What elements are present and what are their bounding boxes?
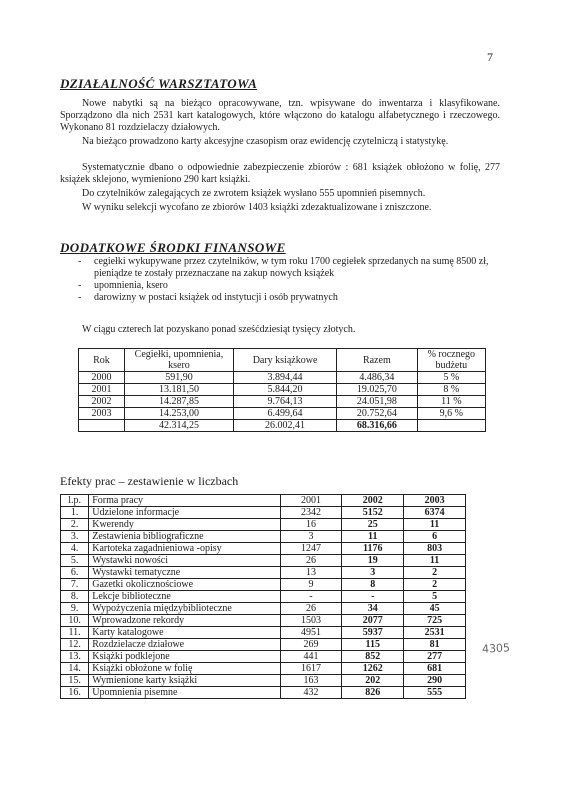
table-row	[61, 543, 466, 555]
table-header-row	[61, 495, 466, 507]
cell: 5	[404, 591, 466, 603]
cell: 852	[342, 651, 404, 663]
cell: 9.	[61, 603, 89, 615]
cell: 7.	[61, 579, 89, 591]
cell: 5.	[61, 555, 89, 567]
cell	[79, 420, 125, 432]
cell: 13.	[61, 651, 89, 663]
table-row	[61, 627, 466, 639]
list-item: - cegiełki wykupywane przez czytelników, w tym roku 1700 cegiełek sprzedanych na sumę 8500 zł, pieniądze te zostały przeznaczane na zakup nowych książek	[78, 256, 498, 280]
cell: 2000	[79, 372, 125, 384]
table-row	[61, 651, 466, 663]
cell: 3.	[61, 531, 89, 543]
paragraph-1: Nowe nabytki są na bieżąco opracowywane, tzn. wpisywane do inwentarza i klasyfikowane. Sporządzono dla nich 2531 kart katalogowych, które włączono do katalogu alfabetycznego i rzeczowego. Wykonano 81 rozdzielaczy działowych.	[60, 98, 500, 133]
cell: Zestawienia bibliograficzne	[89, 531, 280, 543]
cell: 9,6 %	[417, 408, 485, 420]
cell: 19	[342, 555, 404, 567]
table-header-row	[79, 349, 486, 372]
cell: 277	[404, 651, 466, 663]
cell: 11.	[61, 627, 89, 639]
cell: 163	[280, 675, 342, 687]
cell: 4.	[61, 543, 89, 555]
cell: 6.	[61, 567, 89, 579]
cell: Wystawki nowości	[89, 555, 280, 567]
cell: 725	[404, 615, 466, 627]
col-header: l.p.	[61, 495, 89, 507]
cell: Książki podklejone	[89, 651, 280, 663]
cell: 26.002,41	[234, 420, 337, 432]
cell: Wymienione karty książki	[89, 675, 280, 687]
page-number: 7	[487, 50, 493, 64]
cell: 2	[404, 579, 466, 591]
cell: 115	[342, 639, 404, 651]
table-row	[61, 531, 466, 543]
cell: 10.	[61, 615, 89, 627]
table-row	[79, 408, 486, 420]
cell: 4951	[280, 627, 342, 639]
col-header: % rocznego budżetu	[417, 349, 485, 372]
cell: Lekcje biblioteczne	[89, 591, 280, 603]
cell: 14.287,85	[124, 396, 233, 408]
table-row	[61, 687, 466, 699]
cell: 2.	[61, 519, 89, 531]
cell: 5.844,20	[234, 384, 337, 396]
cell: 5152	[342, 507, 404, 519]
cell: 803	[404, 543, 466, 555]
cell: 441	[280, 651, 342, 663]
table-row	[79, 396, 486, 408]
cell: 2531	[404, 627, 466, 639]
cell: 20.752,64	[337, 408, 418, 420]
table-row	[61, 603, 466, 615]
table-row	[61, 555, 466, 567]
table-row	[61, 639, 466, 651]
table-row	[61, 615, 466, 627]
cell: 13	[280, 567, 342, 579]
cell: 14.253,00	[124, 408, 233, 420]
cell: 1176	[342, 543, 404, 555]
cell: -	[280, 591, 342, 603]
cell: Karty katalogowe	[89, 627, 280, 639]
cell: 45	[404, 603, 466, 615]
cell: Rozdzielacze działowe	[89, 639, 280, 651]
cell: Udzielone informacje	[89, 507, 280, 519]
cell: 202	[342, 675, 404, 687]
cell: 25	[342, 519, 404, 531]
col-header: Dary książkowe	[234, 349, 337, 372]
handwritten-note: 4305	[481, 641, 511, 656]
cell: 5 %	[417, 372, 485, 384]
cell: 2	[404, 567, 466, 579]
cell: Kwerendy	[89, 519, 280, 531]
cell: 6	[404, 531, 466, 543]
table-row	[61, 591, 466, 603]
table-row	[61, 663, 466, 675]
cell: 26	[280, 555, 342, 567]
cell: 1617	[280, 663, 342, 675]
cell: 11	[404, 519, 466, 531]
cell: 68.316,66	[337, 420, 418, 432]
cell: 2002	[79, 396, 125, 408]
col-header: Rok	[79, 349, 125, 372]
cell: 16	[280, 519, 342, 531]
cell: 591,90	[124, 372, 233, 384]
cell: 681	[404, 663, 466, 675]
cell: 14.	[61, 663, 89, 675]
cell: 16.	[61, 687, 89, 699]
cell: Wypożyczenia międzybiblioteczne	[89, 603, 280, 615]
cell: 826	[342, 687, 404, 699]
cell: Wprowadzone rekordy	[89, 615, 280, 627]
cell: 6374	[404, 507, 466, 519]
cell: 9	[280, 579, 342, 591]
cell: Kartoteka zagadnieniowa -opisy	[89, 543, 280, 555]
funding-list	[78, 256, 498, 304]
cell: -	[342, 591, 404, 603]
cell: 12.	[61, 639, 89, 651]
cell: 290	[404, 675, 466, 687]
cell: 42.314,25	[124, 420, 233, 432]
cell: 2003	[79, 408, 125, 420]
col-header: 2003	[404, 495, 466, 507]
cell: 24.051,98	[337, 396, 418, 408]
paragraph-2: Na bieżąco prowadzono karty akcesyjne czasopism oraz ewidencję czytelniczą i statystykę.	[82, 136, 449, 147]
paragraph-4: Do czytelników zalegających ze zwrotem książek wysłano 555 upomnień pisemnych.	[82, 188, 426, 199]
table-row	[61, 579, 466, 591]
table-row	[61, 507, 466, 519]
cell: 1.	[61, 507, 89, 519]
cell: 13.181,50	[124, 384, 233, 396]
list-item: - upomnienia, ksero	[78, 280, 498, 292]
cell: 11 %	[417, 396, 485, 408]
cell: Gazetki okolicznościowe	[89, 579, 280, 591]
paragraph-3: Systematycznie dbano o odpowiednie zabezpieczenie zbiorów : 681 książek obłożono w folię, 277 książek sklejono, wymieniono 290 kart książki.	[60, 162, 500, 185]
paragraph-5: W wyniku selekcji wycofano ze zbiorów 1403 książki zdezaktualizowane i zniszczone.	[82, 202, 432, 213]
cell: 269	[280, 639, 342, 651]
cell: 2342	[280, 507, 342, 519]
col-header: Forma pracy	[89, 495, 280, 507]
cell: 1262	[342, 663, 404, 675]
col-header: 2001	[280, 495, 342, 507]
list-item: - darowizny w postaci książek od instytucji i osób prywatnych	[78, 292, 498, 304]
cell: 8 %	[417, 384, 485, 396]
cell: 5937	[342, 627, 404, 639]
cell: 3	[280, 531, 342, 543]
cell: Wystawki tematyczne	[89, 567, 280, 579]
cell: 15.	[61, 675, 89, 687]
effects-table	[60, 494, 466, 699]
funding-summary: W ciągu czterech lat pozyskano ponad sześćdziesiąt tysięcy złotych.	[82, 324, 356, 335]
cell: 3.894,44	[234, 372, 337, 384]
cell	[417, 420, 485, 432]
table-row	[61, 567, 466, 579]
cell: 9.764,13	[234, 396, 337, 408]
cell: 2077	[342, 615, 404, 627]
cell: 11	[404, 555, 466, 567]
cell: 1247	[280, 543, 342, 555]
col-header: Razem	[337, 349, 418, 372]
cell: 555	[404, 687, 466, 699]
col-header: 2002	[342, 495, 404, 507]
finance-table	[78, 348, 486, 432]
cell: 11	[342, 531, 404, 543]
effects-title: Efekty prac – zestawienie w liczbach	[60, 474, 239, 488]
table-total-row	[79, 420, 486, 432]
cell: 26	[280, 603, 342, 615]
cell: 6.499,64	[234, 408, 337, 420]
cell: 19.025,70	[337, 384, 418, 396]
section-title-finanse: DODATKOWE ŚRODKI FINANSOWE	[60, 240, 286, 255]
table-row	[61, 519, 466, 531]
cell: 8	[342, 579, 404, 591]
cell: 3	[342, 567, 404, 579]
cell: 4.486,34	[337, 372, 418, 384]
cell: 8.	[61, 591, 89, 603]
table-row	[79, 384, 486, 396]
cell: Upomnienia pisemne	[89, 687, 280, 699]
cell: 432	[280, 687, 342, 699]
cell: 34	[342, 603, 404, 615]
cell: Książki obłożone w folię	[89, 663, 280, 675]
cell: 2001	[79, 384, 125, 396]
cell: 1503	[280, 615, 342, 627]
table-row	[79, 372, 486, 384]
col-header: Cegiełki, upomnienia, ksero	[124, 349, 233, 372]
section-title-warsztat: DZIAŁALNOŚĆ WARSZTATOWA	[60, 76, 258, 91]
cell: 81	[404, 639, 466, 651]
table-row	[61, 675, 466, 687]
